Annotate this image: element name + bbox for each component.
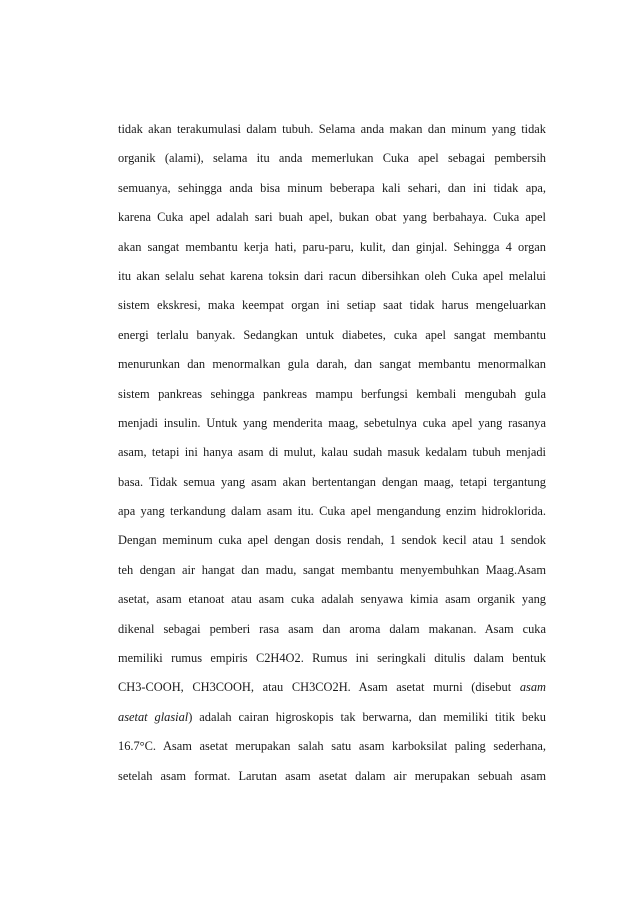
- text-line: asam, tetapi ini hanya asam di mulut, kalau sudah masuk kedalam tubuh menjadi: [118, 445, 546, 460]
- text-line: semuanya, sehingga anda bisa minum beberapa kali sehari, dan ini tidak apa,: [118, 180, 546, 195]
- text-line: asetat, asam etanoat atau asam cuka adalah senyawa kimia asam organik yang: [118, 592, 546, 607]
- text-line: sistem ekskresi, maka keempat organ ini setiap saat tidak harus mengeluarkan: [118, 298, 546, 313]
- text-line-with-italic: [118, 703, 546, 732]
- text-line: memiliki rumus empiris C2H4O2. Rumus ini seringkali ditulis dalam bentuk: [118, 651, 546, 666]
- italic-term: asam: [519, 680, 546, 695]
- body-text: [118, 115, 546, 791]
- text-line: akan sangat membantu kerja hati, paru-paru, kulit, dan ginjal. Sehingga 4 organ: [118, 239, 546, 254]
- text-line: apa yang terkandung dalam asam itu. Cuka apel mengandung enzim hidroklorida.: [118, 504, 546, 519]
- italic-term: asetat glasial: [118, 709, 189, 724]
- text-line: itu akan selalu sehat karena toksin dari racun dibersihkan oleh Cuka apel melalui: [118, 268, 546, 283]
- text-line: dikenal sebagai pemberi rasa asam dan aroma dalam makanan. Asam cuka: [118, 621, 546, 636]
- text-line: tidak akan terakumulasi dalam tubuh. Selama anda makan dan minum yang tidak: [118, 122, 546, 136]
- text-line: teh dengan air hangat dan madu, sangat membantu menyembuhkan Maag.Asam: [118, 562, 546, 577]
- text-line: karena Cuka apel adalah sari buah apel, bukan obat yang berbahaya. Cuka apel: [118, 210, 546, 225]
- text-line-with-italic: [118, 673, 546, 702]
- text-line: menurunkan dan menormalkan gula darah, dan sangat membantu menormalkan: [118, 357, 546, 372]
- text-line: energi terlalu banyak. Sedangkan untuk diabetes, cuka apel sangat membantu: [118, 327, 546, 342]
- text-fragment: ) adalah cairan higroskopis tak berwarna, dan memiliki titik beku: [188, 709, 546, 724]
- text-fragment: CH3-COOH, CH3COOH, atau CH3CO2H. Asam asetat murni (disebut: [118, 680, 520, 695]
- text-line: organik (alami), selama itu anda memerlukan Cuka apel sebagai pembersih: [118, 151, 546, 166]
- text-line: 16.7°C. Asam asetat merupakan salah satu asam karboksilat paling sederhana,: [118, 739, 546, 754]
- text-line: basa. Tidak semua yang asam akan bertentangan dengan maag, tetapi tergantung: [118, 474, 546, 489]
- text-line: setelah asam format. Larutan asam asetat dalam air merupakan sebuah asam: [118, 768, 546, 783]
- text-line: sistem pankreas sehingga pankreas mampu berfungsi kembali mengubah gula: [118, 386, 546, 401]
- text-line: menjadi insulin. Untuk yang menderita maag, sebetulnya cuka apel yang rasanya: [118, 415, 546, 430]
- text-line: Dengan meminum cuka apel dengan dosis rendah, 1 sendok kecil atau 1 sendok: [118, 533, 546, 548]
